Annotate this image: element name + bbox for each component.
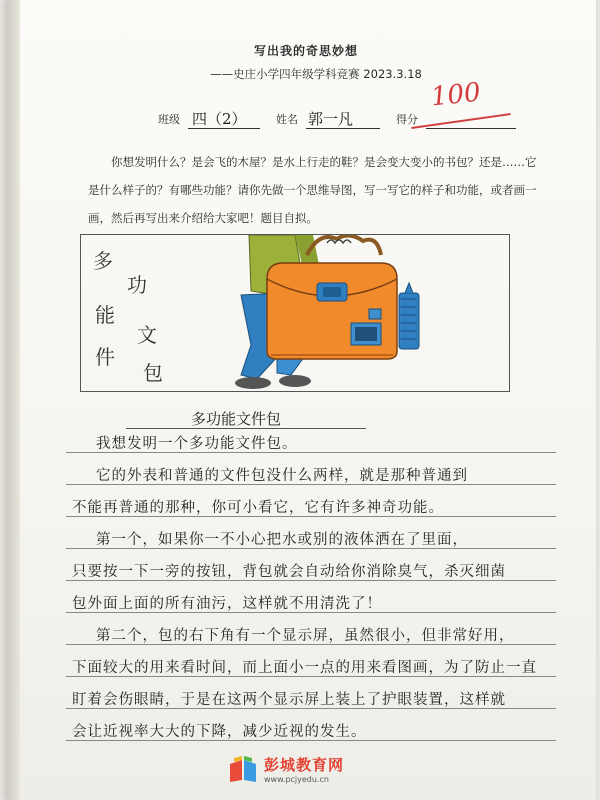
essay-line: 下面较大的用来看时间，而上面小一点的用来看图画，为了防止一直 [72, 660, 537, 676]
essay-line: 不能再普通的那种，你可小看它，它有许多神奇功能。 [72, 500, 444, 516]
drawing-label-char: 包 [143, 361, 163, 385]
drawing-label-char: 件 [95, 345, 115, 369]
essay-line: 我想发明一个多功能文件包。 [96, 436, 298, 452]
essay-line: 会让近视率大大的下降，减少近视的发生。 [72, 724, 367, 740]
paper-edge [6, 0, 20, 800]
essay-line: 第一个，如果你一不小心把水或别的液体洒在了里面， [96, 532, 468, 548]
name-value: 郭一凡 [308, 110, 354, 128]
drawing-label-char: 能 [95, 303, 115, 327]
essay-line: 盯着会伤眼睛，于是在这两个显示屏上装上了护眼装置，这样就 [72, 692, 506, 708]
score-value: 100 [429, 77, 483, 113]
essay-line: 第二个，包的右下角有一个显示屏，虽然很小，但非常好用， [96, 628, 515, 644]
page-subtitle: ——史庄小学四年级学科竞赛 2023.3.18 [210, 67, 422, 81]
book-logo-icon [228, 756, 258, 784]
bag-drawing [81, 235, 509, 391]
essay-line: 包外面上面的所有油污，这样就不用清洗了！ [72, 596, 382, 612]
site-watermark [228, 754, 388, 790]
watermark-url: www.pcjyedu.cn [264, 775, 329, 784]
drawing-label-char: 文 [137, 323, 157, 347]
essay-line: 它的外表和普通的文件包没什么两样，就是那种普通到 [96, 468, 468, 484]
page-title: 写出我的奇思妙想 [253, 44, 358, 58]
drawing-label-char: 多 [93, 249, 113, 273]
class-label: 班级 [158, 113, 180, 126]
score-label: 得分 [396, 113, 418, 126]
watermark-name: 彭城教育网 [264, 756, 345, 774]
essay-title: 多功能文件包 [190, 410, 281, 428]
name-label: 姓名 [276, 113, 298, 126]
prompt-text: 你想发明什么？是会飞的木屋？是水上行走的鞋？是会变大变小的书包？还是……它是什么样子的？有哪些功能？请你先做一个思维导图，写一写它的样子和功能，或者画一画，然后再写出来介绍给大家吧！题目自拟。 [88, 155, 537, 225]
exam-paper [6, 0, 596, 800]
drawing-box [80, 234, 510, 392]
essay-line: 只要按一下一旁的按钮，背包就会自动给你消除臭气，杀灭细菌 [72, 564, 506, 580]
class-value: 四（2） [192, 110, 247, 128]
drawing-label-char: 功 [127, 273, 147, 297]
